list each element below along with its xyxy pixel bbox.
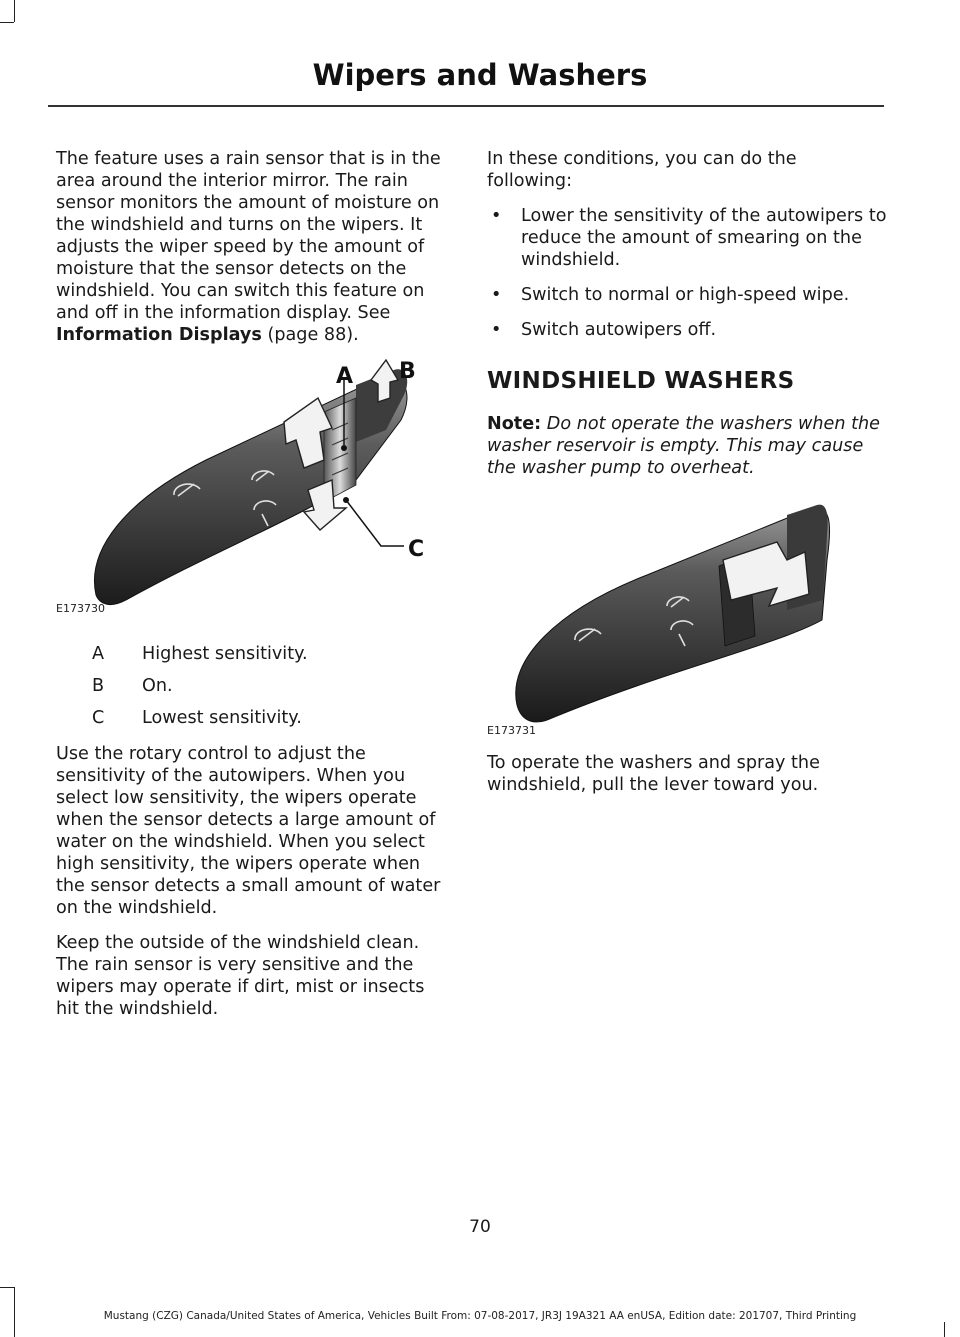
legend-row-b [56,675,452,697]
information-displays-link[interactable]: Information Displays [56,325,262,345]
page-number: 70 [469,1217,491,1237]
bullet-text: Switch to normal or high-speed wipe. [521,285,850,305]
crop-mark-top-left-h [0,22,14,23]
page-title: Wipers and Washers [312,58,648,92]
bullet-text: Switch autowipers off. [521,320,717,340]
intro-text: The feature uses a rain sensor that is in the area around the interior mirror. The rain sensor monitors the amount of moisture on the windshield and turns on the wipers. It adjusts the wiper speed by the amount of moisture that the sensor detects on the windshield. You can switch this feature on and off in the information display. See [56,149,441,323]
leader-dot-c [343,497,349,503]
crop-mark-bottom-left-h [0,1287,14,1288]
legend-row-a [56,643,452,665]
crop-mark-right-tick [944,1322,945,1337]
operate-washers-paragraph: To operate the washers and spray the windshield, pull the lever toward you. [487,753,820,795]
intro-paragraph [56,148,452,346]
intro-page-ref: (page 88). [267,325,359,345]
bullet-dot: • [491,285,502,305]
callout-c: C [408,537,425,562]
legend-letter: C [92,708,105,728]
legend-letter: A [92,644,105,664]
header-divider [48,105,884,107]
legend-row-c [56,707,452,729]
callout-a: A [336,364,354,389]
bullet-dot: • [491,320,502,340]
conditions-intro: In these conditions, you can do the following: [487,149,797,191]
section-heading: WINDSHIELD WASHERS [487,368,795,394]
leader-line-c [346,500,404,546]
page-footer: Mustang (CZG) Canada/United States of America, Vehicles Built From: 07-08-2017, JR3J 19A321 AA enUSA, Edition date: 201707, Third Printing [103,1310,857,1322]
wiper-lever-illustration-b [487,480,887,740]
figure-rotary-sensitivity [56,350,452,620]
legend-letter: B [92,676,105,696]
bullet-item [487,205,887,271]
bullet-text: Lower the sensitivity of the autowipers to reduce the amount of smearing on the windshield. [521,206,887,270]
right-column-lower [487,752,887,809]
figure-code-a: E173730 [56,602,105,615]
figure-washer-pull [487,480,887,740]
leader-dot-a [341,445,347,451]
left-column [56,148,452,359]
note-label: Note: [487,414,542,434]
right-column [487,148,887,492]
crop-mark-top-left-v [14,0,15,22]
bullet-item [487,319,887,341]
bullet-dot: • [491,206,502,226]
note-paragraph [487,413,887,479]
figure-code-b: E173731 [487,724,536,737]
sensitivity-paragraph: Use the rotary control to adjust the sensitivity of the autowipers. When you select low sensitivity, the wipers operate when the sensor detects a large amount of water on the windshield. When you select high sensitivity, the wipers operate when the sensor detects a small amount of water on the windshield. [56,744,441,918]
bullet-item [487,284,887,306]
left-column-lower [56,643,452,1033]
legend-text: Highest sensitivity. [142,644,308,664]
windshield-clean-paragraph: Keep the outside of the windshield clean. The rain sensor is very sensitive and the wipers may operate if dirt, mist or insects hit the windshield. [56,933,425,1019]
legend-text: Lowest sensitivity. [142,708,302,728]
legend-text: On. [142,676,173,696]
wiper-lever-illustration-a [56,350,452,620]
note-text: Do not operate the washers when the washer reservoir is empty. This may cause the washer pump to overheat. [487,414,880,478]
callout-b: B [399,359,416,384]
